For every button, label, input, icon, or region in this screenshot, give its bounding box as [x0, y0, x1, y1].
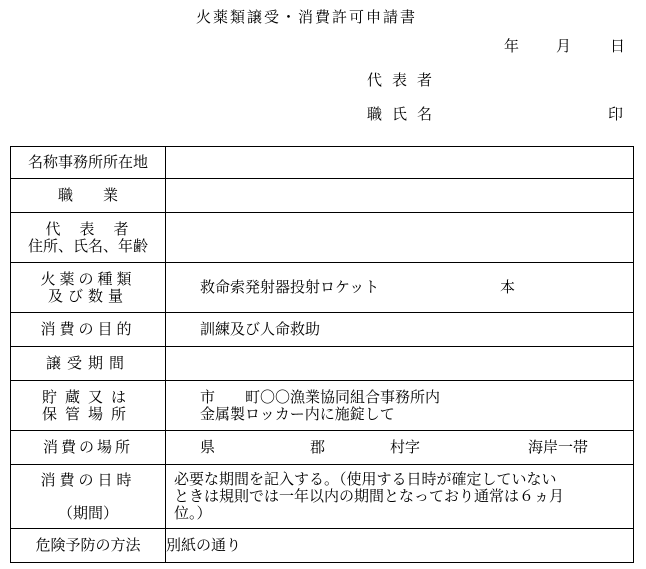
value-explosive-type	[166, 263, 634, 313]
value-text: 別紙の通り	[166, 536, 242, 554]
table-row	[11, 263, 634, 313]
name-title-label: 職氏名	[367, 105, 443, 123]
table-row	[11, 381, 634, 431]
value-text: 位。）	[174, 504, 212, 522]
table-row	[11, 431, 634, 465]
table-row	[11, 179, 634, 213]
label-text: 貯蔵又は	[41, 387, 134, 406]
value-consumption-datetime	[166, 465, 634, 529]
label-text: 職 業	[57, 186, 118, 204]
value-unit: 本	[500, 278, 516, 296]
value-danger-prevention	[166, 529, 634, 563]
label-text: 及び数量	[47, 286, 128, 305]
value-office-address	[166, 147, 634, 179]
value-coast: 海岸一帯	[528, 438, 589, 456]
label-text: 火薬の種類	[40, 269, 136, 288]
value-consumption-place	[166, 431, 634, 465]
label-text: 消費の場所	[42, 438, 133, 456]
table-row	[11, 465, 634, 529]
table-row	[11, 213, 634, 263]
value-text: 救命索発射器投射ロケット	[200, 278, 380, 296]
value-text: 金属製ロッカー内に施錠して	[200, 404, 395, 423]
date-month-label: 月	[556, 37, 572, 55]
label-text: 住所、氏名、年齢	[27, 236, 148, 255]
value-village: 村字	[390, 438, 421, 456]
value-text: 必要な期間を記入する。（使用する日時が確定していない	[174, 470, 557, 488]
table-row	[11, 147, 634, 179]
label-transfer-period	[11, 347, 166, 381]
application-form-table	[10, 146, 634, 563]
table-row	[11, 529, 634, 563]
label-office-address	[11, 147, 166, 179]
label-text: 消費の日時	[40, 470, 136, 489]
label-text: 危険予防の方法	[35, 536, 141, 554]
label-text: 消費の目的	[40, 320, 136, 338]
value-text: ときは規則では一年以内の期間となっており通常は６ヵ月	[174, 487, 565, 505]
date-year-label: 年	[504, 37, 520, 55]
value-text: 市 町〇〇漁業協同組合事務所内	[200, 387, 441, 406]
date-day-label: 日	[610, 37, 626, 55]
representative-label: 代表者	[367, 71, 443, 89]
table-row	[11, 313, 634, 347]
value-purpose	[166, 313, 634, 347]
label-representative	[11, 213, 166, 263]
label-text: 譲受期間	[45, 354, 130, 372]
label-consumption-datetime	[11, 465, 166, 529]
value-occupation	[166, 179, 634, 213]
label-text: 名称事務所所在地	[27, 153, 148, 171]
label-explosive-type	[11, 263, 166, 313]
label-text: 保管場所	[41, 404, 134, 423]
value-storage-place	[166, 381, 634, 431]
label-danger-prevention	[11, 529, 166, 563]
label-occupation	[11, 179, 166, 213]
label-text: （期間）	[57, 503, 118, 522]
value-prefecture: 県	[200, 438, 216, 456]
value-county: 郡	[310, 438, 326, 456]
document-title: 火薬類譲受・消費許可申請書	[196, 8, 418, 26]
label-consumption-place	[11, 431, 166, 465]
value-transfer-period	[166, 347, 634, 381]
label-text: 代 表 者	[45, 219, 131, 238]
seal-mark: 印	[608, 105, 624, 123]
table-row	[11, 347, 634, 381]
value-representative	[166, 213, 634, 263]
value-text: 訓練及び人命救助	[200, 320, 321, 338]
label-storage-place	[11, 381, 166, 431]
label-purpose	[11, 313, 166, 347]
